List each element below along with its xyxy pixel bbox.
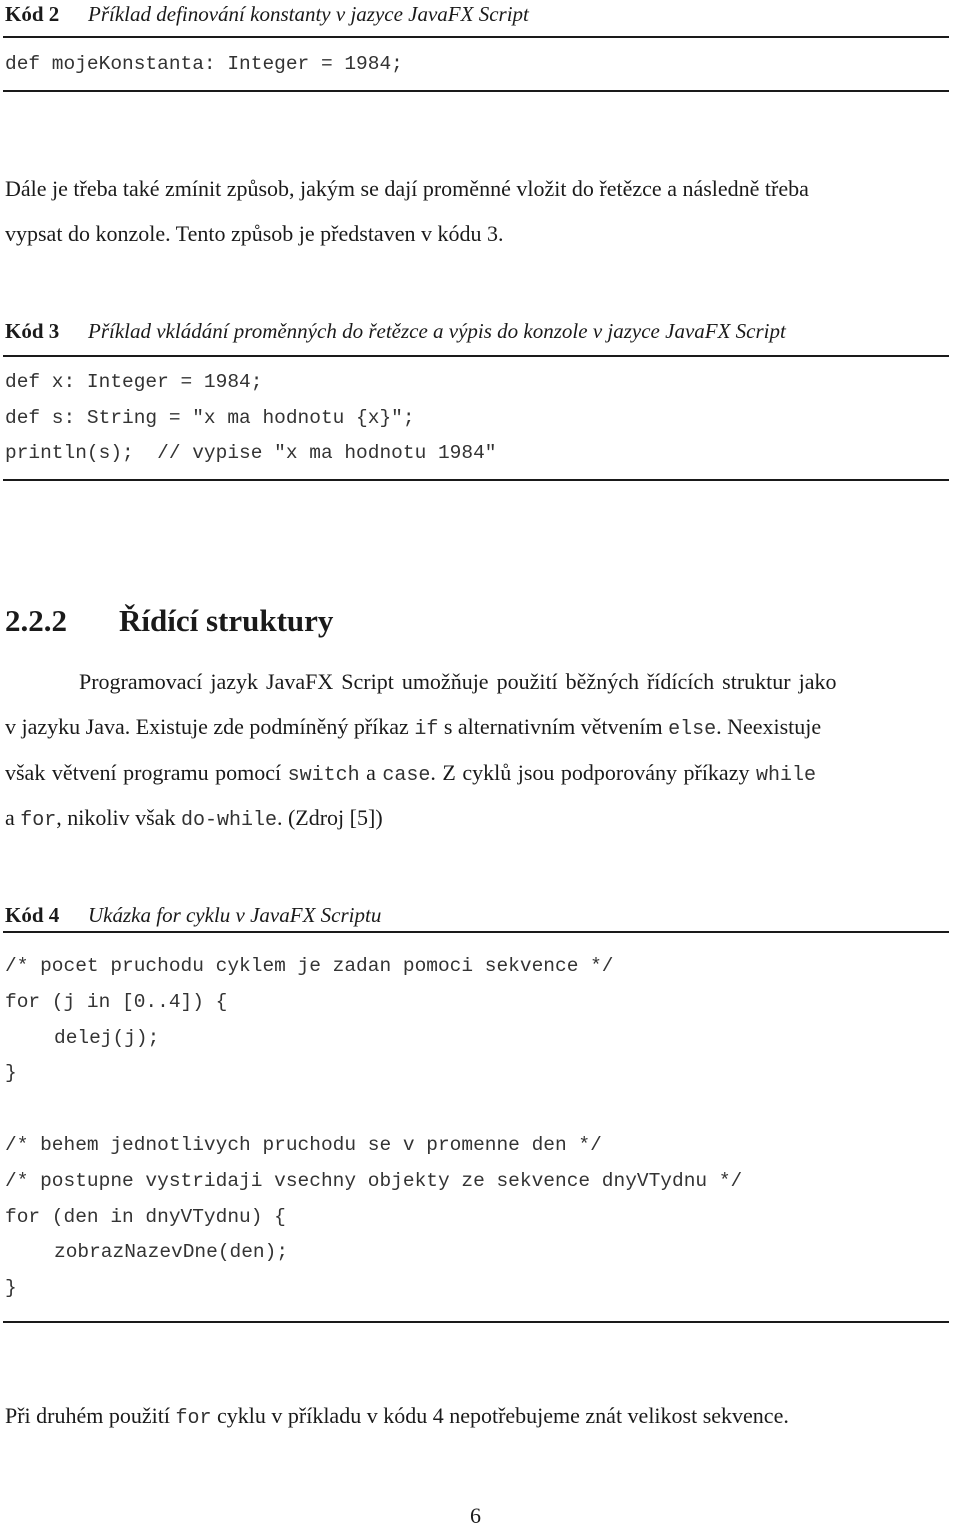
code2-line: def mojeKonstanta: Integer = 1984; <box>5 53 403 75</box>
para2-text: . (Zdroj [5]) <box>276 805 383 830</box>
code4-line-8: zobrazNazevDne(den); <box>54 1241 289 1263</box>
para2-line3 <box>5 760 816 787</box>
code3-line-1: def x: Integer = 1984; <box>5 371 263 393</box>
para2-line2 <box>5 714 821 741</box>
code2-top-rule <box>3 36 949 38</box>
code2-label: Kód 2 <box>5 2 60 26</box>
code4-title: Ukázka for cyklu v JavaFX Scriptu <box>88 903 382 927</box>
code4-line-7: for (den in dnyVTydnu) { <box>5 1206 286 1228</box>
code4-line-5: /* behem jednotlivych pruchodu se v promenne den */ <box>5 1134 602 1156</box>
code4-bottom-rule <box>3 1321 949 1323</box>
code3-line-2: def s: String = "x ma hodnotu {x}"; <box>5 407 415 429</box>
code2-title: Příklad definování konstanty v jazyce JavaFX Script <box>88 2 529 26</box>
section-heading <box>5 603 333 639</box>
keyword-if: if <box>414 718 439 741</box>
code3-line-3: println(s); // vypise "x ma hodnotu 1984" <box>5 442 497 464</box>
code4-line-1: /* pocet pruchodu cyklem je zadan pomoci sekvence */ <box>5 955 614 977</box>
code4-line-6: /* postupne vystridaji vsechny objekty ze sekvence dnyVTydnu */ <box>5 1170 743 1192</box>
keyword-switch: switch <box>287 764 360 787</box>
keyword-else: else <box>668 718 717 741</box>
para2-line1: Programovací jazyk JavaFX Script umožňuje použití běžných řídících struktur jako <box>79 669 837 694</box>
code4-line-2: for (j in [0..4]) { <box>5 991 228 1013</box>
code4-line-3: delej(j); <box>54 1027 160 1049</box>
code3-caption <box>5 319 786 344</box>
code4-line-9: } <box>5 1277 17 1299</box>
keyword-do-while: do-while <box>180 809 277 832</box>
para3 <box>5 1403 789 1430</box>
para2-text: . Z cyklů jsou podporovány příkazy <box>430 760 756 785</box>
code4-top-rule <box>3 931 949 933</box>
para2-text: v jazyku Java. Existuje zde podmíněný příkaz <box>5 714 415 739</box>
para2-text: a <box>5 805 21 830</box>
code2-bottom-rule <box>3 90 949 92</box>
section-number: 2.2.2 <box>5 603 67 638</box>
keyword-for: for <box>20 809 57 832</box>
code2-caption <box>5 2 529 27</box>
code4-caption <box>5 903 381 928</box>
para2-text: . Neexistuje <box>716 714 822 739</box>
code3-title: Příklad vkládání proměnných do řetězce a výpis do konzole v jazyce JavaFX Script <box>88 319 786 343</box>
para3-text: cyklu v příkladu v kódu 4 nepotřebujeme znát velikost sekvence. <box>211 1403 789 1428</box>
para1-line1: Dále je třeba také zmínit způsob, jakým se dají proměnné vložit do řetězce a následně třeba <box>5 176 809 201</box>
keyword-while: while <box>755 764 816 787</box>
para3-text: Při druhém použití <box>5 1403 176 1428</box>
code4-line-4: } <box>5 1062 17 1084</box>
para1-line2: vypsat do konzole. Tento způsob je představen v kódu 3. <box>5 221 504 246</box>
para2-text: však větvení programu pomocí <box>5 760 288 785</box>
keyword-case: case <box>382 764 431 787</box>
keyword-for: for <box>175 1407 212 1430</box>
code3-bottom-rule <box>3 479 949 481</box>
para2-text: a <box>359 760 383 785</box>
code3-label: Kód 3 <box>5 319 60 343</box>
code4-label: Kód 4 <box>5 903 60 927</box>
para2-text: , nikoliv však <box>56 805 181 830</box>
code3-top-rule <box>3 355 949 357</box>
section-title: Řídící struktury <box>119 603 334 638</box>
para2-line4 <box>5 805 383 832</box>
para2-text: s alternativním větvením <box>438 714 669 739</box>
page-number: 6 <box>470 1503 481 1528</box>
